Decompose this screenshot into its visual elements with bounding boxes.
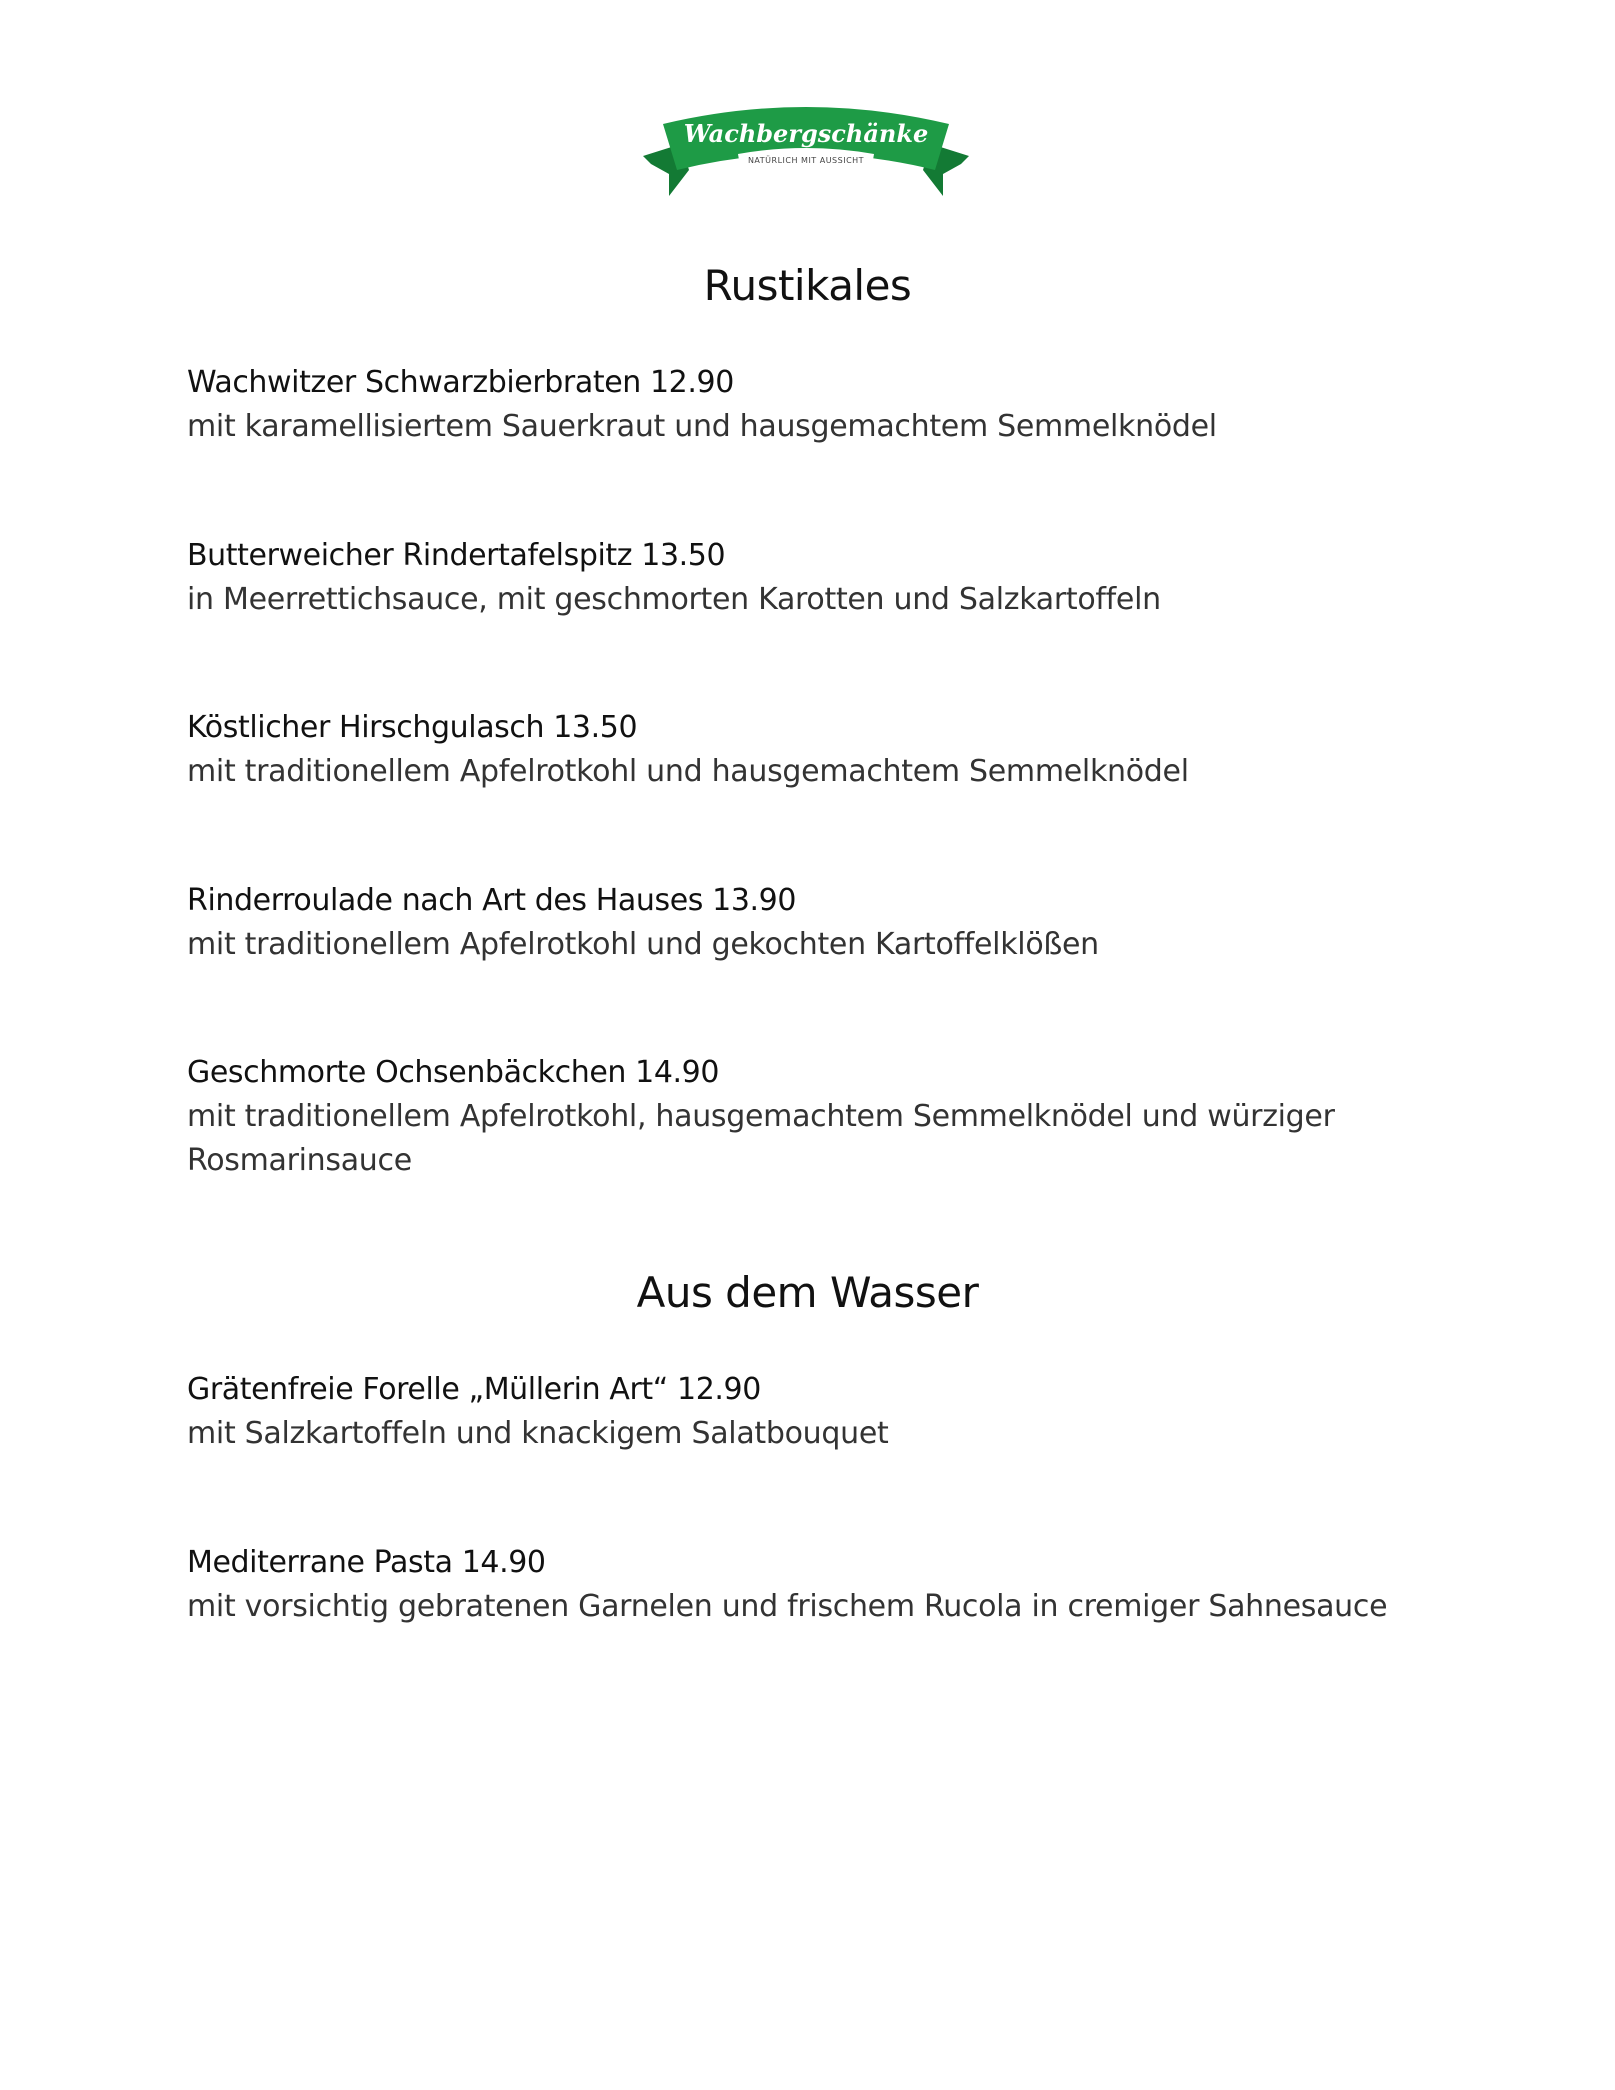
menu-item (187, 362, 1447, 449)
menu-item-description: mit Salzkartoffeln und knackigem Salatbouquet (187, 1416, 889, 1451)
menu-item-title: Köstlicher Hirschgulasch 13.50 (187, 710, 638, 745)
menu-item (187, 707, 1447, 794)
menu-item-title: Butterweicher Rindertafelspitz 13.50 (187, 538, 726, 573)
menu-item (187, 535, 1447, 622)
menu-item (187, 1052, 1447, 1183)
menu-item (187, 1542, 1447, 1629)
menu-item-description: mit karamellisiertem Sauerkraut und hausgemachtem Semmelknödel (187, 409, 1217, 444)
menu-item-title: Grätenfreie Forelle „Müllerin Art“ 12.90 (187, 1372, 761, 1407)
menu-item-description: mit vorsichtig gebratenen Garnelen und frischem Rucola in cremiger Sahnesauce (187, 1589, 1388, 1624)
section-title-rustikales: Rustikales (703, 261, 912, 310)
brand-name: Wachbergschänke (683, 119, 929, 148)
menu-item-title: Wachwitzer Schwarzbierbraten 12.90 (187, 365, 734, 400)
menu-item-description: in Meerrettichsauce, mit geschmorten Karotten und Salzkartoffeln (187, 582, 1161, 617)
menu-item-title: Mediterrane Pasta 14.90 (187, 1545, 546, 1580)
brand-tagline: NATÜRLICH MIT AUSSICHT (747, 156, 865, 165)
section-title-aus-dem-wasser: Aus dem Wasser (636, 1268, 979, 1317)
menu-item (187, 880, 1447, 967)
menu-item-description: mit traditionellem Apfelrotkohl und hausgemachtem Semmelknödel (187, 754, 1189, 789)
menu-item-title: Geschmorte Ochsenbäckchen 14.90 (187, 1055, 720, 1090)
menu-item-description: mit traditionellem Apfelrotkohl, hausgemachtem Semmelknödel und würziger Rosmarinsauce (187, 1099, 1335, 1178)
menu-item-title: Rinderroulade nach Art des Hauses 13.90 (187, 883, 797, 918)
menu-item-description: mit traditionellem Apfelrotkohl und gekochten Kartoffelklößen (187, 927, 1099, 962)
menu-item (187, 1369, 1447, 1456)
brand-logo (643, 104, 969, 200)
